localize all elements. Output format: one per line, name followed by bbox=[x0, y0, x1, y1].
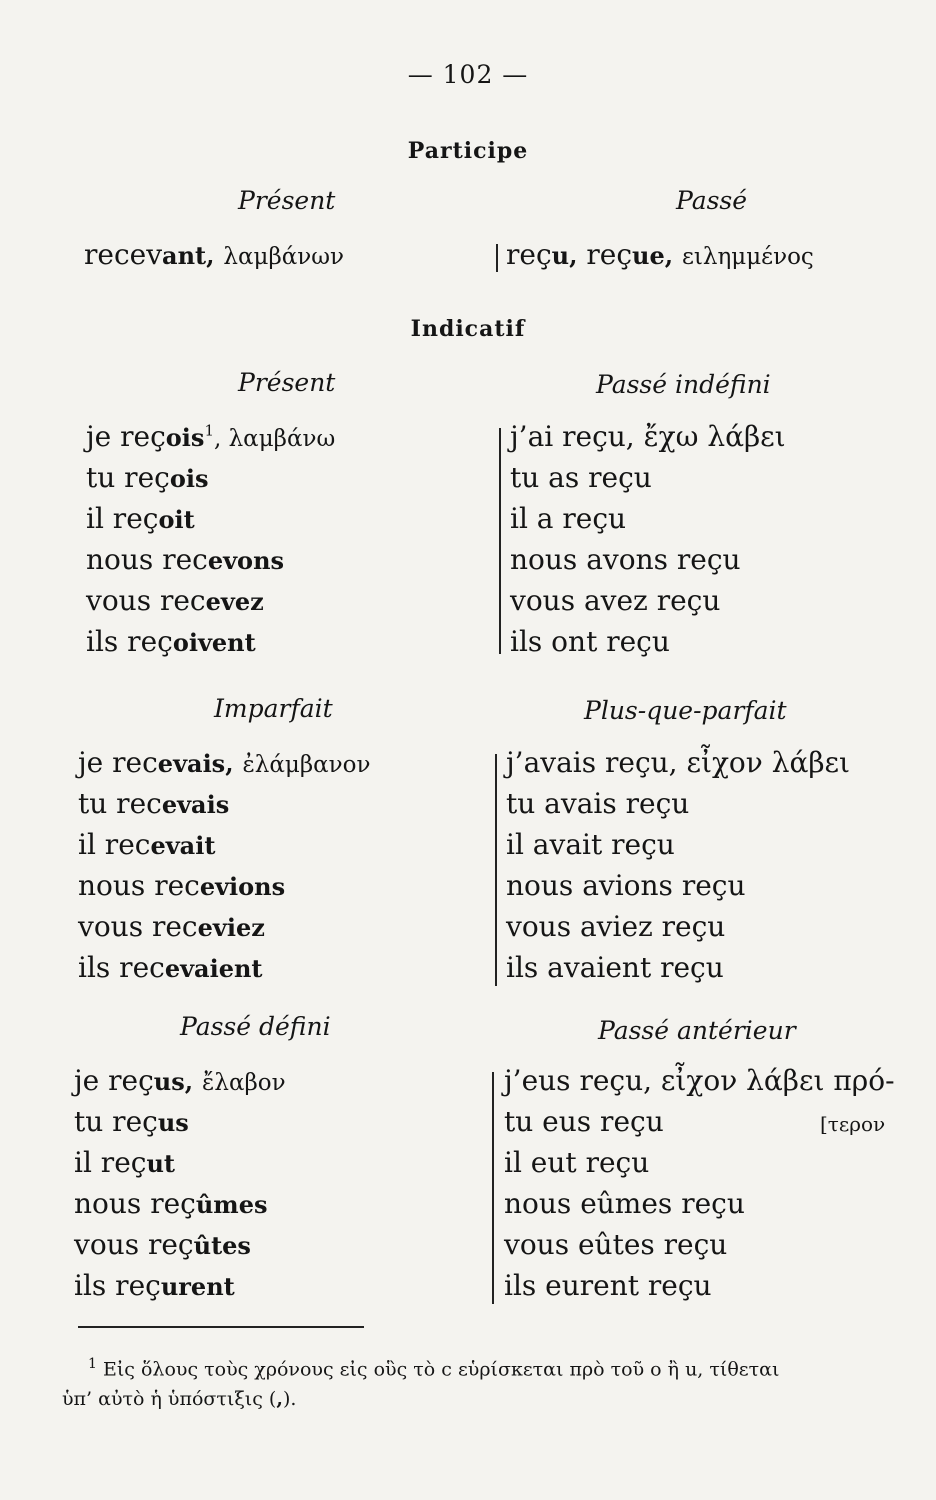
passe-indefini-row: nous avons reçu bbox=[510, 543, 741, 576]
passe-indefini-row: vous avez reçu bbox=[510, 584, 721, 617]
present-row-stem: tu reç bbox=[86, 461, 170, 494]
present-row-ending: ois bbox=[169, 464, 209, 493]
passe-anterieur-row: vous eûtes reçu bbox=[504, 1228, 728, 1261]
plus-que-parfait-row: tu avais reçu bbox=[506, 787, 690, 820]
plus-que-parfait-row: ils avaient reçu bbox=[506, 951, 724, 984]
footnote-text-1: Εἰς ὅλους τοὺς χρόνους εἰς οὓς τὸ c εὑρίσκεται πρὸ τοῦ o ἢ u, τίθεται bbox=[102, 1358, 780, 1381]
imparfait-row-ending: eviez bbox=[197, 913, 265, 942]
passe-defini-row-ending: ut bbox=[146, 1149, 175, 1178]
footnote-text-2: ὑπ’ αὐτὸ ἡ ὑπόστιξις ( bbox=[62, 1388, 277, 1410]
passe-defini-row-ending: ûmes bbox=[195, 1190, 268, 1219]
footnote-text-2-end: ). bbox=[282, 1388, 297, 1410]
passe-defini-row bbox=[74, 1146, 175, 1179]
page-number: — 102 — bbox=[407, 60, 529, 89]
participe-present-greek: λαμβάνων bbox=[223, 244, 344, 270]
passe-defini-row bbox=[74, 1187, 267, 1220]
passe-indefini-row: j’ai reçu, ἔχω λάβει bbox=[510, 420, 786, 453]
column-divider bbox=[496, 244, 498, 272]
imparfait-row-stem: nous rec bbox=[78, 869, 200, 902]
present-row-ending: oit bbox=[158, 505, 195, 534]
present-row-stem: ils reç bbox=[86, 625, 173, 658]
passe-defini-row-1-ending: us, bbox=[153, 1067, 194, 1096]
plus-que-parfait-row: j’avais reçu, εἶχον λάβει bbox=[506, 746, 851, 779]
imparfait-row-stem: ils rec bbox=[78, 951, 165, 984]
participe-passe-text2: reç bbox=[586, 238, 632, 271]
column-head-passe: Passé bbox=[676, 186, 748, 215]
passe-defini-row-1 bbox=[74, 1064, 286, 1097]
column-divider bbox=[495, 754, 497, 986]
imparfait-row-1 bbox=[78, 746, 371, 779]
imparfait-row-1-stem: je rec bbox=[78, 746, 158, 779]
passe-defini-row-stem: vous reç bbox=[74, 1228, 194, 1261]
imparfait-row-stem: tu rec bbox=[78, 787, 162, 820]
passe-defini-row-ending: us bbox=[157, 1108, 189, 1137]
passe-indefini-row: il a reçu bbox=[510, 502, 627, 535]
passe-defini-row-stem: nous reç bbox=[74, 1187, 196, 1220]
imparfait-row-1-greek: ἐλάμβανον bbox=[242, 752, 371, 778]
passe-anterieur-row: ils eurent reçu bbox=[504, 1269, 712, 1302]
passe-defini-row-stem: tu reç bbox=[74, 1105, 158, 1138]
section-title-participe: Participe bbox=[407, 138, 529, 164]
imparfait-row bbox=[78, 910, 265, 943]
column-divider bbox=[492, 1072, 494, 1304]
participe-passe-end2: ue, bbox=[632, 241, 674, 270]
passe-anterieur-row: j’eus reçu, εἶχον λάβει πρό- bbox=[504, 1064, 895, 1097]
passe-anterieur-row: tu eus reçu bbox=[504, 1105, 664, 1138]
participe-passe-text1: reç bbox=[506, 238, 552, 271]
imparfait-row-ending: evait bbox=[150, 831, 216, 860]
footnote-rule bbox=[78, 1326, 364, 1328]
imparfait-row-ending: evais bbox=[161, 790, 230, 819]
participe-present-line bbox=[84, 238, 344, 271]
column-divider bbox=[499, 428, 501, 654]
passe-anterieur-row: il eut reçu bbox=[504, 1146, 650, 1179]
present-row-ending: evez bbox=[205, 587, 264, 616]
passe-defini-row-1-stem: je reç bbox=[74, 1064, 154, 1097]
participe-passe-end1: u, bbox=[551, 241, 578, 270]
passe-defini-row-1-greek: ἔλαβον bbox=[202, 1070, 286, 1096]
imparfait-row-stem: vous rec bbox=[78, 910, 198, 943]
present-row-1 bbox=[86, 420, 335, 453]
passe-anterieur-continuation: [τερον bbox=[820, 1112, 886, 1136]
column-head-present-indicatif: Présent bbox=[238, 368, 336, 397]
present-row bbox=[86, 543, 284, 576]
column-head-passe-defini: Passé défini bbox=[180, 1012, 331, 1041]
present-row-1-stem: je reç bbox=[86, 420, 166, 453]
participe-passe-line bbox=[506, 238, 814, 271]
present-row-stem: il reç bbox=[86, 502, 159, 535]
imparfait-row-ending: evaient bbox=[164, 954, 263, 983]
present-row-1-ending: ois bbox=[165, 423, 205, 452]
present-row bbox=[86, 502, 195, 535]
present-row-stem: vous rec bbox=[86, 584, 206, 617]
column-head-present: Présent bbox=[238, 186, 336, 215]
footnote-ref: 1 bbox=[204, 421, 214, 440]
footnote-line-2 bbox=[62, 1388, 296, 1410]
imparfait-row bbox=[78, 787, 229, 820]
column-head-plus-que-parfait: Plus-que-parfait bbox=[584, 696, 787, 725]
participe-passe-greek: ειλημμένος bbox=[681, 244, 814, 270]
participe-present-stem: recev bbox=[84, 238, 163, 271]
passe-defini-row-stem: il reç bbox=[74, 1146, 147, 1179]
imparfait-row bbox=[78, 951, 263, 984]
footnote-line-1 bbox=[88, 1356, 779, 1380]
footnote-mark: 1 bbox=[88, 1356, 97, 1372]
passe-defini-row-stem: ils reç bbox=[74, 1269, 161, 1302]
plus-que-parfait-row: vous aviez reçu bbox=[506, 910, 726, 943]
present-row bbox=[86, 625, 256, 658]
plus-que-parfait-row: nous avions reçu bbox=[506, 869, 746, 902]
plus-que-parfait-row: il avait reçu bbox=[506, 828, 675, 861]
participe-present-ending: ant, bbox=[162, 241, 215, 270]
column-head-passe-indefini: Passé indéfini bbox=[596, 370, 771, 399]
imparfait-row bbox=[78, 828, 215, 861]
passe-defini-row-ending: ûtes bbox=[193, 1231, 251, 1260]
imparfait-row-stem: il rec bbox=[78, 828, 151, 861]
passe-anterieur-row: nous eûmes reçu bbox=[504, 1187, 745, 1220]
passe-defini-row bbox=[74, 1228, 251, 1261]
passe-indefini-row: ils ont reçu bbox=[510, 625, 670, 658]
section-title-indicatif: Indicatif bbox=[410, 316, 526, 342]
present-row bbox=[86, 461, 208, 494]
passe-defini-row bbox=[74, 1269, 235, 1302]
passe-defini-row-ending: urent bbox=[160, 1272, 235, 1301]
imparfait-row bbox=[78, 869, 285, 902]
column-head-passe-anterieur: Passé antérieur bbox=[598, 1016, 796, 1045]
present-row-1-greek: , λαμβάνω bbox=[213, 426, 336, 452]
footnote-comma-mark: , bbox=[276, 1388, 283, 1410]
passe-defini-row bbox=[74, 1105, 189, 1138]
present-row bbox=[86, 584, 264, 617]
imparfait-row-ending: evions bbox=[199, 872, 286, 901]
present-row-ending: oivent bbox=[172, 628, 256, 657]
column-head-imparfait: Imparfait bbox=[214, 694, 333, 723]
present-row-ending: evons bbox=[207, 546, 285, 575]
present-row-stem: nous rec bbox=[86, 543, 208, 576]
imparfait-row-1-ending: evais, bbox=[157, 749, 234, 778]
passe-indefini-row: tu as reçu bbox=[510, 461, 652, 494]
